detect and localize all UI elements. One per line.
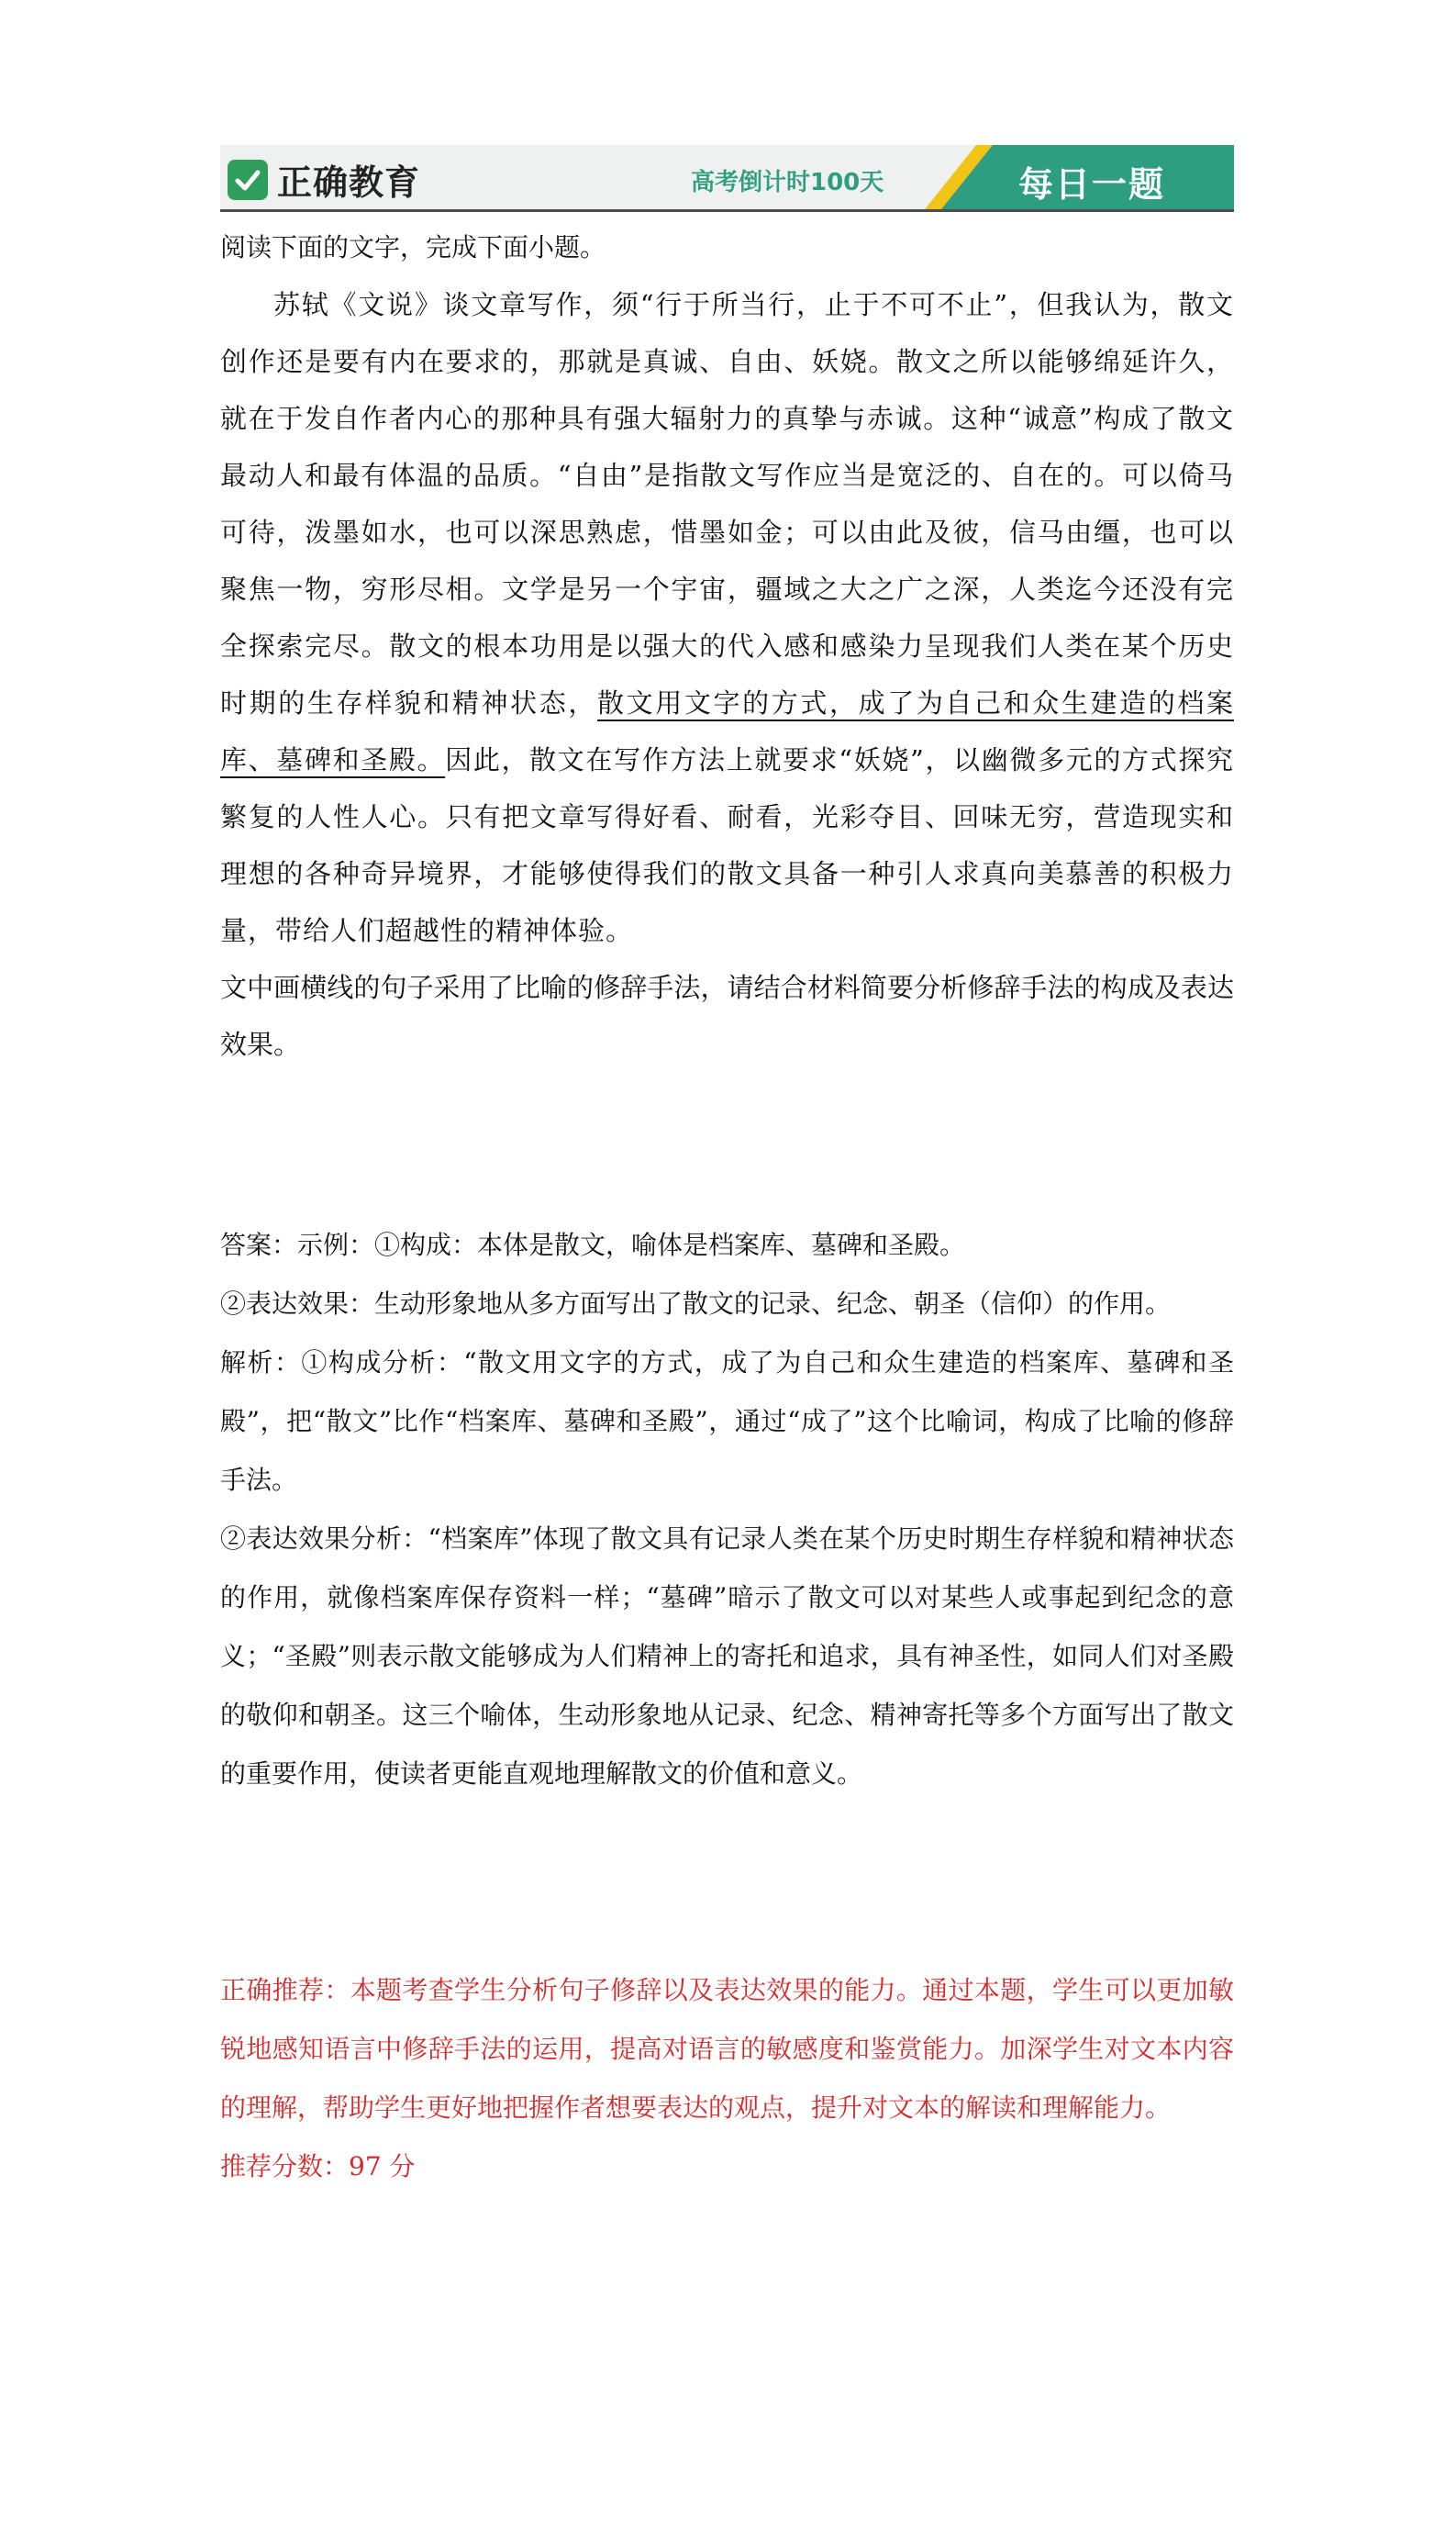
analysis-paragraph: ②表达效果分析：“档案库”体现了散文具有记录人类在某个历史时期生存样貌和精神状态的作用，就像档案库保存资料一样；“墓碑”暗示了散文可以对某些人或事起到纪念的意义；“圣殿”则表示散文能够成为人们精神上的寄托和追求，具有神圣性，如同人们对圣殿的敬仰和朝圣。这三个喻体，生动形象地从记录、纪念、精神寄托等多个方面写出了散文的重要作用，使读者更能直观地理解散文的价值和意义。 [220,1523,1234,1789]
daily-question-label: 每日一题 [1018,164,1166,205]
document-page [220,145,1234,2196]
answer-section [220,1216,1234,1803]
analysis-paragraph: 解析：①构成分析：“散文用文字的方式，成了为自己和众生建造的档案库、墓碑和圣殿”，把“散文”比作“档案库、墓碑和圣殿”，通过“成了”这个比喻词，构成了比喻的修辞手法。 [220,1347,1234,1495]
logo [228,154,420,205]
underlined-sentence: 散文用文字的方式，成了为自己和众生建造的档案库、墓碑和圣殿。 [220,687,1234,775]
answer-line: ②表达效果：生动形象地从多方面写出了散文的记录、纪念、朝圣（信仰）的作用。 [220,1289,1172,1319]
recommendation-score: 推荐分数：97 分 [220,2151,416,2181]
passage-text-continued: 因此，散文在写作方法上就要求“妖娆”，以幽微多元的方式探究繁复的人性人心。只有把文章写得好看、耐看，光彩夺目、回味无穷，营造现实和理想的各种奇异境界，才能够使得我们的散文具备一种引人求真向美慕善的积极力量，带给人们超越性的精神体验。 [220,744,1234,946]
countdown-text: 高考倒计时100天 [691,169,884,196]
header-banner [220,145,1234,212]
answer-line: 答案：示例：①构成：本体是散文，喻体是档案库、墓碑和圣殿。 [220,1230,966,1260]
recommendation-text: 正确推荐：本题考查学生分析句子修辞以及表达效果的能力。通过本题，学生可以更加敏锐地感知语言中修辞手法的运用，提高对语言的敏感度和鉴赏能力。加深学生对文本内容的理解，帮助学生更好地把握作者想要表达的观点，提升对文本的解读和理解能力。 [220,1975,1234,2123]
instruction-text: 阅读下面的文字，完成下面小题。 [220,232,606,262]
brand-name: 正确教育 [277,162,421,203]
question-text: 文中画横线的句子采用了比喻的修辞手法，请结合材料简要分析修辞手法的构成及表达效果。 [220,972,1234,1060]
checkmark-icon [228,160,268,200]
reading-passage [220,276,1234,959]
recommendation-section [220,1961,1234,2196]
passage-text: 苏轼《文说》谈文章写作，须“行于所当行，止于不可不止”，但我认为，散文创作还是要有内在要求的，那就是真诚、自由、妖娆。散文之所以能够绵延许久，就在于发自作者内心的那种具有强大辐射力的真挚与赤诚。这种“诚意”构成了散文最动人和最有体温的品质。“自由”是指散文写作应当是宽泛的、自在的。可以倚马可待，泼墨如水，也可以深思熟虑，惜墨如金；可以由此及彼，信马由缰，也可以聚焦一物，穷形尽相。文学是另一个宇宙，疆域之大之广之深，人类迄今还没有完全探索完尽。散文的根本功用是以强大的代入感和感染力呈现我们人类在某个历史时期的生存样貌和精神状态， [220,289,1234,719]
